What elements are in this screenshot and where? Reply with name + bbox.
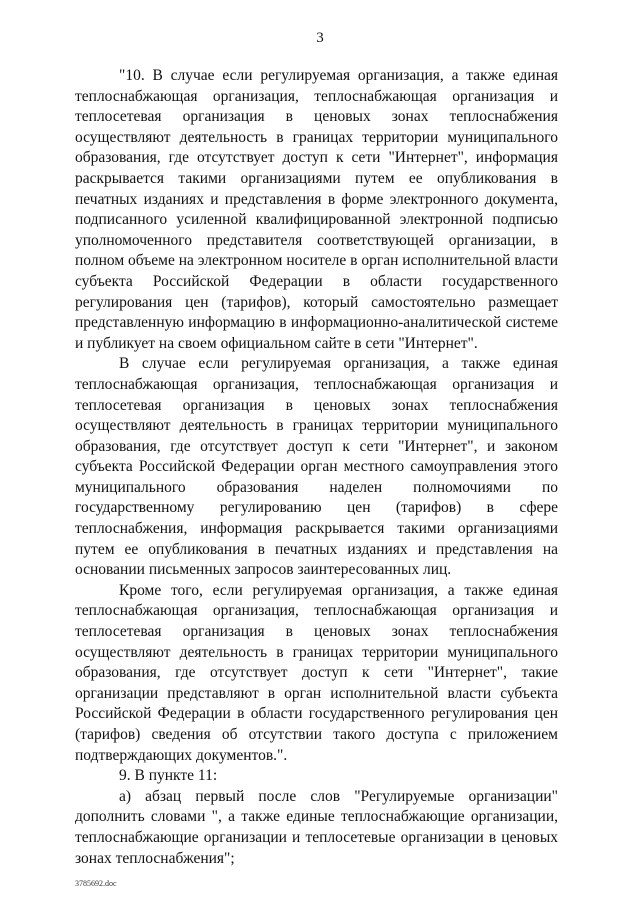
document-file-name: 3785692.doc	[75, 879, 117, 888]
page-number: 3	[316, 30, 324, 46]
paragraph-subpoint-a: а) абзац первый после слов "Регулируемые организации" дополнить словами ", а также единые теплоснабжающие организации, теплоснабжающие организации и теплосетевые организации в ценовых зонах теплоснабжения";	[75, 787, 558, 867]
paragraph-no-internet-local-authority: В случае если регулируемая организация, а также единая теплоснабжающая организация, теплоснабжающая организация и теплосетевая организация в ценовых зонах теплоснабжения осуществляют деятельность в границах территории муниципального образования, где отсутствует доступ к сети "Интернет", и законом субъекта Российской Федерации орган местного самоуправления этого муниципального образования наделен полномочиями по государственному регулированию цен (тарифов) в сфере теплоснабжения, информация раскрывается такими организациями путем ее опубликования в печатных изданиях и представления на основании письменных запросов заинтересованных лиц.	[75, 355, 558, 579]
paragraph-no-access-notice: Кроме того, если регулируемая организация, а также единая теплоснабжающая организация, теплоснабжающая организация и теплосетевая организация в ценовых зонах теплоснабжения осуществляют деятельность в границах территории муниципального образования, где отсутствует доступ к сети "Интернет", такие организации представляют в орган исполнительной власти субъекта Российской Федерации в области государственного регулирования цен (тарифов) сведения об отсутствии такого доступа с приложением подтверждающих документов.".	[75, 581, 558, 764]
paragraph-item-10-intro: "10. В случае если регулируемая организация, а также единая теплоснабжающая организация, теплоснабжающая организация и теплосетевая организация в ценовых зонах теплоснабжения осуществляют деятельность в границах территории муниципального образования, где отсутствует доступ к сети "Интернет", информация раскрывается такими организациями путем ее опубликования в печатных изданиях и представления в форме электронного документа, подписанного усиленной квалифицированной электронной подписью уполномоченного представителя соответствующей организации, в полном объеме на электронном носителе в орган исполнительной власти субъекта Российской Федерации в области государственного регулирования цен (тарифов), который самостоятельно размещает представленную информацию в информационно-аналитической системе и публикует на своем официальном сайте в сети "Интернет".	[75, 67, 558, 352]
document-body	[75, 66, 558, 869]
paragraph-point-9: 9. В пункте 11:	[119, 767, 218, 785]
